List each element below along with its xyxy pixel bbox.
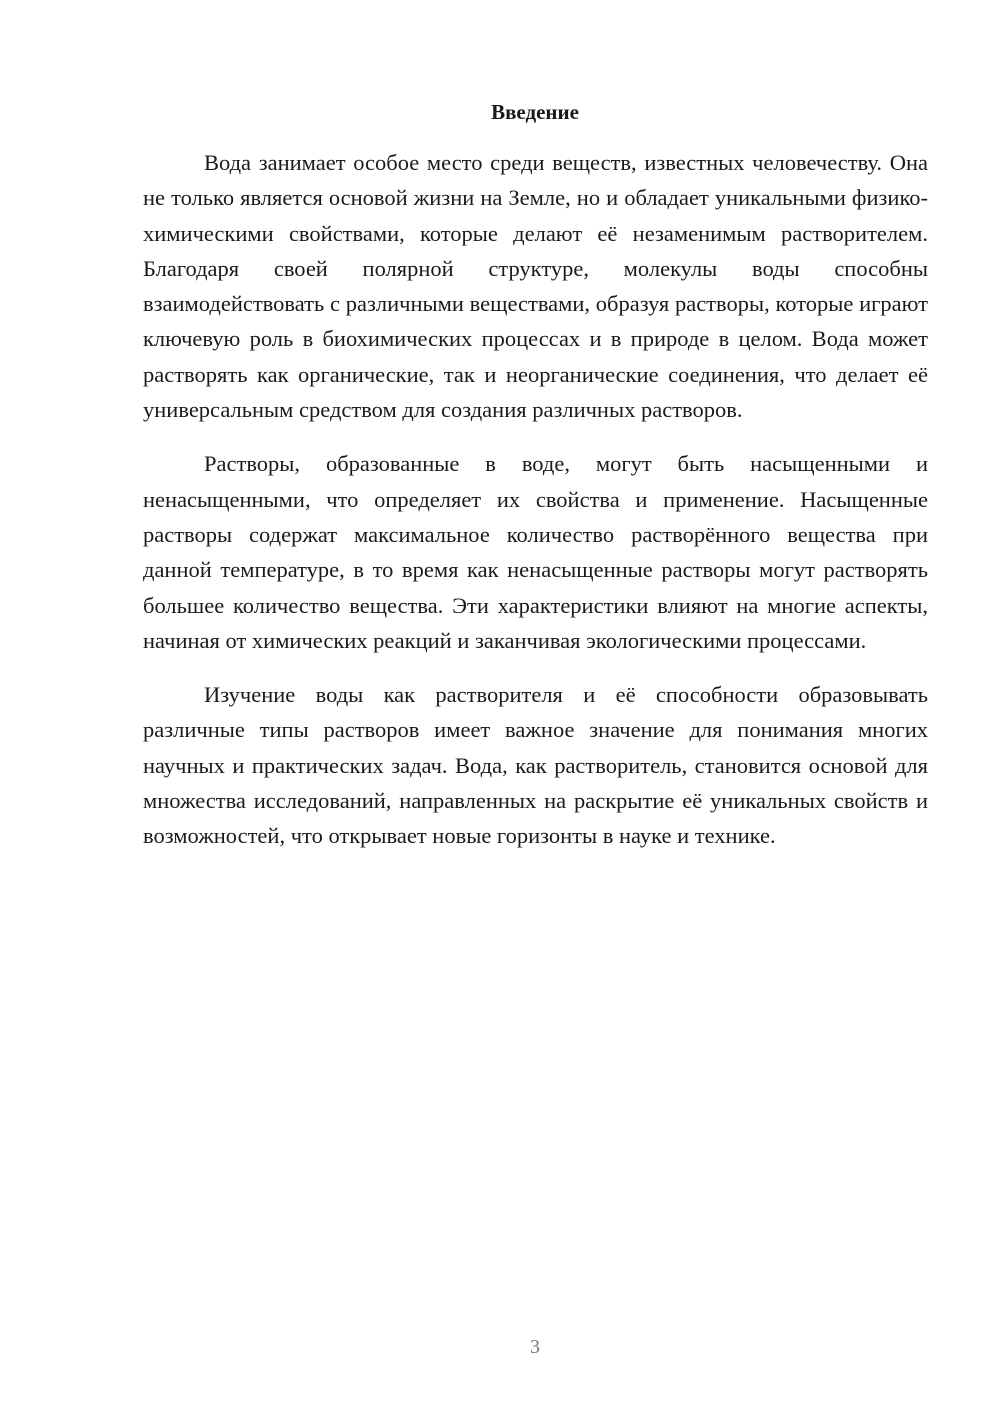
body-text bbox=[143, 145, 928, 873]
section-heading: Введение bbox=[491, 100, 579, 124]
paragraph-3: Изучение воды как растворителя и её способности образовывать различные типы растворов имеет важное значение для понимания многих научных и практических задач. Вода, как растворитель, становится основой для множества исследований, направленных на раскрытие её уникальных свойств и возможностей, что открывает новые горизонты в науке и технике. bbox=[143, 682, 928, 849]
paragraph-2: Растворы, образованные в воде, могут быть насыщенными и ненасыщенными, что определяет их свойства и применение. Насыщенные растворы содержат максимальное количество растворённого вещества при данной температуре, в то время как ненасыщенные растворы могут растворять большее количество вещества. Эти характеристики влияют на многие аспекты, начиная от химических реакций и заканчивая экологическими процессами. bbox=[143, 451, 928, 653]
paragraph-1: Вода занимает особое место среди веществ, известных человечеству. Она не только является основой жизни на Земле, но и обладает уникальными физико-химическими свойствами, которые делают её незаменимым растворителем. Благодаря своей полярной структуре, молекулы воды способны взаимодействовать с различными веществами, образуя растворы, которые играют ключевую роль в биохимических процессах и в природе в целом. Вода может растворять как органические, так и неорганические соединения, что делает её универсальным средством для создания различных растворов. bbox=[143, 150, 928, 423]
page-number: 3 bbox=[530, 1336, 540, 1358]
